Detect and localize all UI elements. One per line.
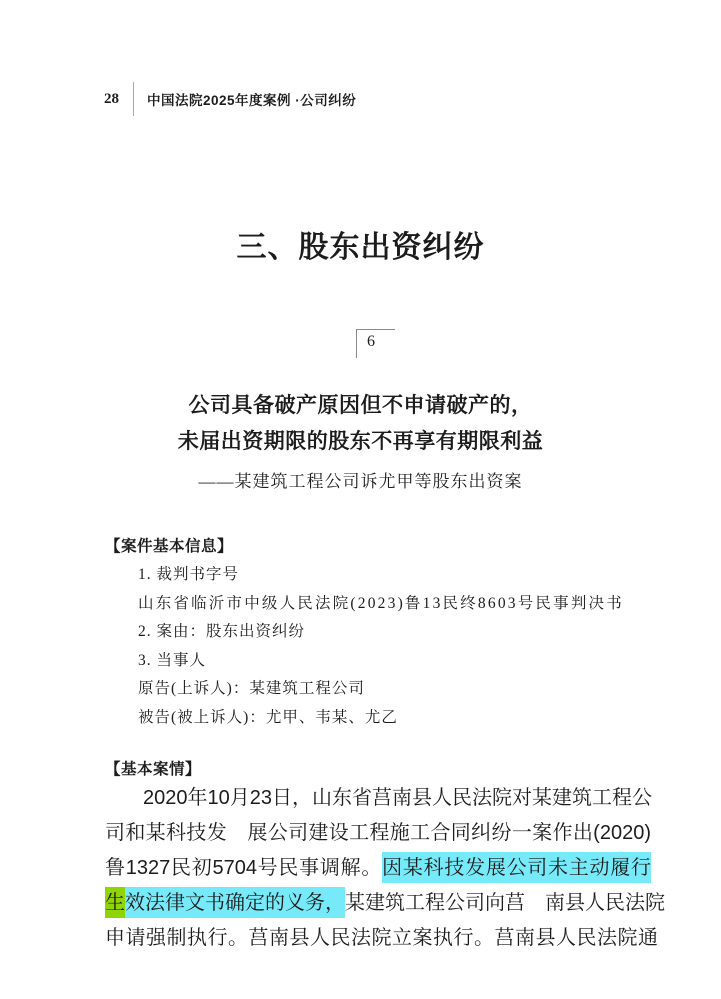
basic-info-list [138, 561, 624, 732]
page-number: 28 [104, 90, 119, 107]
case-title-line1: 公司具备破产原因但不申请破产的， [188, 394, 533, 417]
paragraph-line-4 [105, 886, 665, 921]
case-number-bracket [356, 329, 395, 358]
paragraph-line-3 [105, 851, 651, 886]
running-header [104, 82, 356, 116]
section-heading-facts: 【基本案情】 [105, 761, 202, 778]
paragraph-line-2: 司和某科技发 展公司建设工程施工合同纠纷一案作出(2020) [105, 822, 651, 844]
cyan-highlighted-text: 效法律文书确定的义务， [125, 887, 345, 918]
green-highlighted-text: 生 [105, 887, 125, 918]
info-item-parties-label: 3. 当事人 [138, 651, 207, 669]
case-title-line2: 未届出资期限的股东不再享有期限利益 [177, 430, 544, 453]
info-item-defendants: 被告(被上诉人)：尤甲、韦某、尤乙 [138, 708, 398, 726]
info-item-plaintiff: 原告(上诉人)：某建筑工程公司 [138, 680, 365, 697]
chapter-title: 三、股东出资纠纷 [236, 231, 485, 264]
facts-paragraph [105, 781, 665, 956]
info-item-judgment-number-value: 山东省临沂市中级人民法院(2023)鲁13民终8603号民事判决书 [138, 594, 624, 612]
case-title [0, 388, 721, 460]
line4-plain-text: 某建筑工程公司向莒 南县人民法院 [345, 892, 665, 914]
info-item-cause-of-action: 2. 案由：股东出资纠纷 [138, 623, 306, 640]
info-item-judgment-number-label: 1. 裁判书字号 [138, 566, 240, 583]
case-number: 6 [367, 333, 375, 350]
book-title: 中国法院2025年度案例 ·公司纠纷 [147, 93, 357, 108]
paragraph-line-1: 2020年10月23日，山东省莒南县人民法院对某建筑工程公 [143, 787, 652, 809]
line3-plain-text: 鲁1327民初5704号民事调解。 [105, 857, 383, 879]
cyan-highlighted-text: 因某科技发展公司未主动履行 [382, 852, 651, 883]
section-heading-basic-info: 【案件基本信息】 [105, 538, 234, 555]
paragraph-line-5: 申请强制执行。莒南县人民法院立案执行。莒南县人民法院通 [105, 927, 659, 949]
case-subtitle: ——某建筑工程公司诉尤甲等股东出资案 [198, 472, 523, 491]
